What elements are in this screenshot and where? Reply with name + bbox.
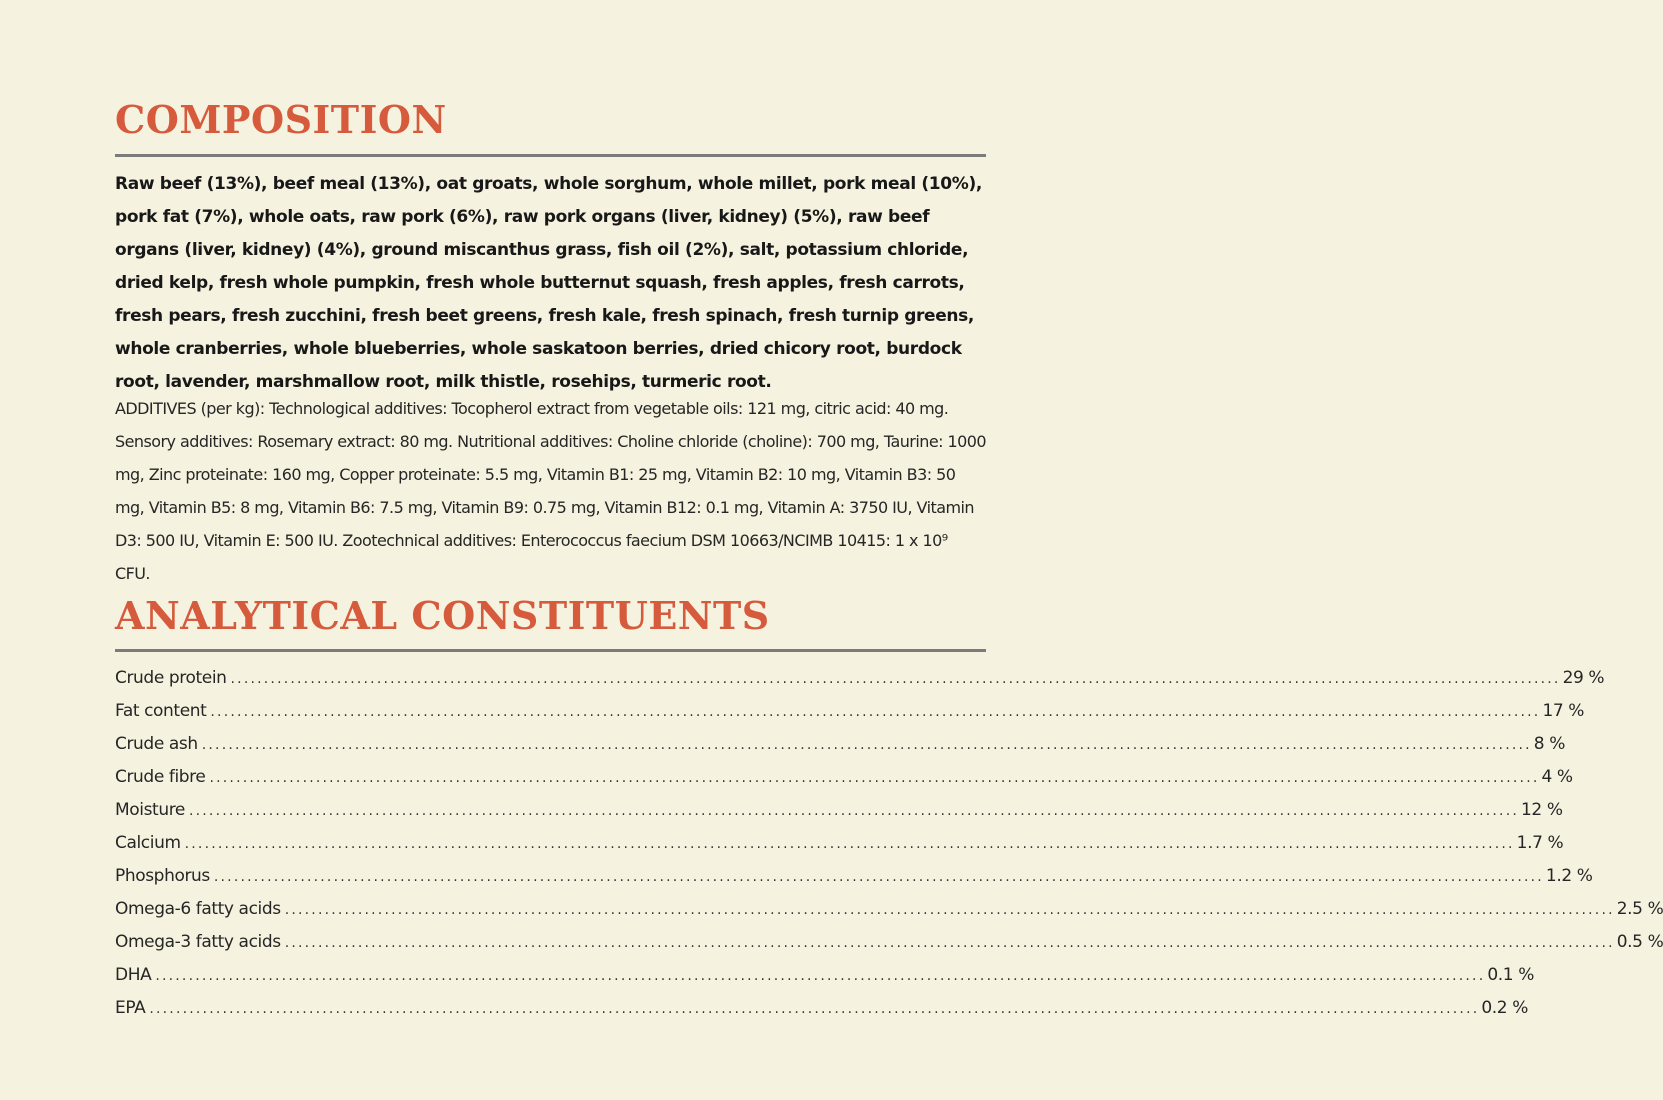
- constituent-value: 29 %: [1562, 668, 1605, 688]
- constituent-value: 4 %: [1541, 767, 1573, 787]
- constituent-name: Moisture: [115, 800, 185, 820]
- dot-leader: ........................................................................................................................................................................................................: [155, 968, 1486, 984]
- constituent-name: DHA: [115, 965, 152, 985]
- composition-ingredients: Raw beef (13%), beef meal (13%), oat groats, whole sorghum, whole millet, pork meal (10%), pork fat (7%), whole oats, raw pork (6%), raw pork organs (liver, kidney) (5%), raw beef organs (liver, kidney) (4%), ground miscanthus grass, fish oil (2%), salt, potassium chloride, dried kelp, fresh whole pumpkin, fresh whole butternut squash, fresh apples, fresh carrots, fresh pears, fresh zucchini, fresh beet greens, fresh kale, fresh spinach, fresh turnip greens, whole cranberries, whole blueberries, whole saskatoon berries, dried chicory root, burdock root, lavender, marshmallow root, milk thistle, rosehips, turmeric root.: [115, 174, 982, 392]
- constituent-row: [115, 794, 1563, 827]
- constituent-name: Calcium: [115, 833, 181, 853]
- constituent-value: 0.5 %: [1616, 932, 1663, 952]
- constituent-value: 12 %: [1521, 800, 1563, 820]
- constituent-row: [115, 827, 1564, 860]
- constituent-row: [115, 662, 1605, 695]
- dot-leader: ........................................................................................................................................................................................................: [213, 869, 1544, 885]
- analytical-constituents-list: [115, 662, 1663, 1025]
- dot-leader: ........................................................................................................................................................................................................: [210, 704, 1541, 720]
- dot-leader: ........................................................................................................................................................................................................: [201, 737, 1532, 753]
- dot-leader: ........................................................................................................................................................................................................: [230, 671, 1561, 687]
- constituent-name: EPA: [115, 998, 146, 1018]
- analytical-constituents-heading: ANALYTICAL CONSTITUENTS: [115, 593, 770, 638]
- constituent-row: [115, 695, 1585, 728]
- dot-leader: ........................................................................................................................................................................................................: [284, 935, 1615, 951]
- dot-leader: ........................................................................................................................................................................................................: [284, 902, 1615, 918]
- constituent-name: Crude protein: [115, 668, 227, 688]
- composition-heading: COMPOSITION: [115, 97, 447, 142]
- constituent-value: 0.2 %: [1481, 998, 1528, 1018]
- constituent-name: Crude fibre: [115, 767, 206, 787]
- constituent-row: [115, 860, 1593, 893]
- constituent-value: 1.2 %: [1545, 866, 1593, 886]
- constituent-row: [115, 728, 1565, 761]
- constituent-row: [115, 926, 1663, 959]
- constituent-name: Omega-3 fatty acids: [115, 932, 281, 952]
- constituent-value: 1.7 %: [1516, 833, 1564, 853]
- constituent-name: Phosphorus: [115, 866, 210, 886]
- constituent-row: [115, 959, 1534, 992]
- dot-leader: ........................................................................................................................................................................................................: [209, 770, 1540, 786]
- analytical-divider: [115, 649, 986, 652]
- dot-leader: ........................................................................................................................................................................................................: [184, 836, 1515, 852]
- constituent-value: 0.1 %: [1487, 965, 1534, 985]
- constituent-row: [115, 761, 1573, 794]
- constituent-name: Omega-6 fatty acids: [115, 899, 281, 919]
- composition-additives: ADDITIVES (per kg): Technological additives: Tocopherol extract from vegetable oils: 121 mg, citric acid: 40 mg. Sensory additives: Rosemary extract: 80 mg. Nutritional additives: Choline chloride (choline): 700 mg, Taurine: 1000 mg, Zinc proteinate: 160 mg, Copper proteinate: 5.5 mg, Vitamin B1: 25 mg, Vitamin B2: 10 mg, Vitamin B3: 50 mg, Vitamin B5: 8 mg, Vitamin B6: 7.5 mg, Vitamin B9: 0.75 mg, Vitamin B12: 0.1 mg, Vitamin A: 3750 IU, Vitamin D3: 500 IU, Vitamin E: 500 IU. Zootechnical additives: Enterococcus faecium DSM 10663/NCIMB 10415: 1 x 10⁹ CFU.: [115, 399, 987, 583]
- constituent-name: Fat content: [115, 701, 207, 721]
- constituent-value: 8 %: [1533, 734, 1565, 754]
- composition-divider: [115, 154, 986, 157]
- constituent-value: 17 %: [1542, 701, 1585, 721]
- constituent-row: [115, 893, 1663, 926]
- constituent-name: Crude ash: [115, 734, 198, 754]
- constituent-value: 2.5 %: [1616, 899, 1663, 919]
- constituent-row: [115, 992, 1528, 1025]
- dot-leader: ........................................................................................................................................................................................................: [188, 803, 1520, 819]
- dot-leader: ........................................................................................................................................................................................................: [149, 1001, 1480, 1017]
